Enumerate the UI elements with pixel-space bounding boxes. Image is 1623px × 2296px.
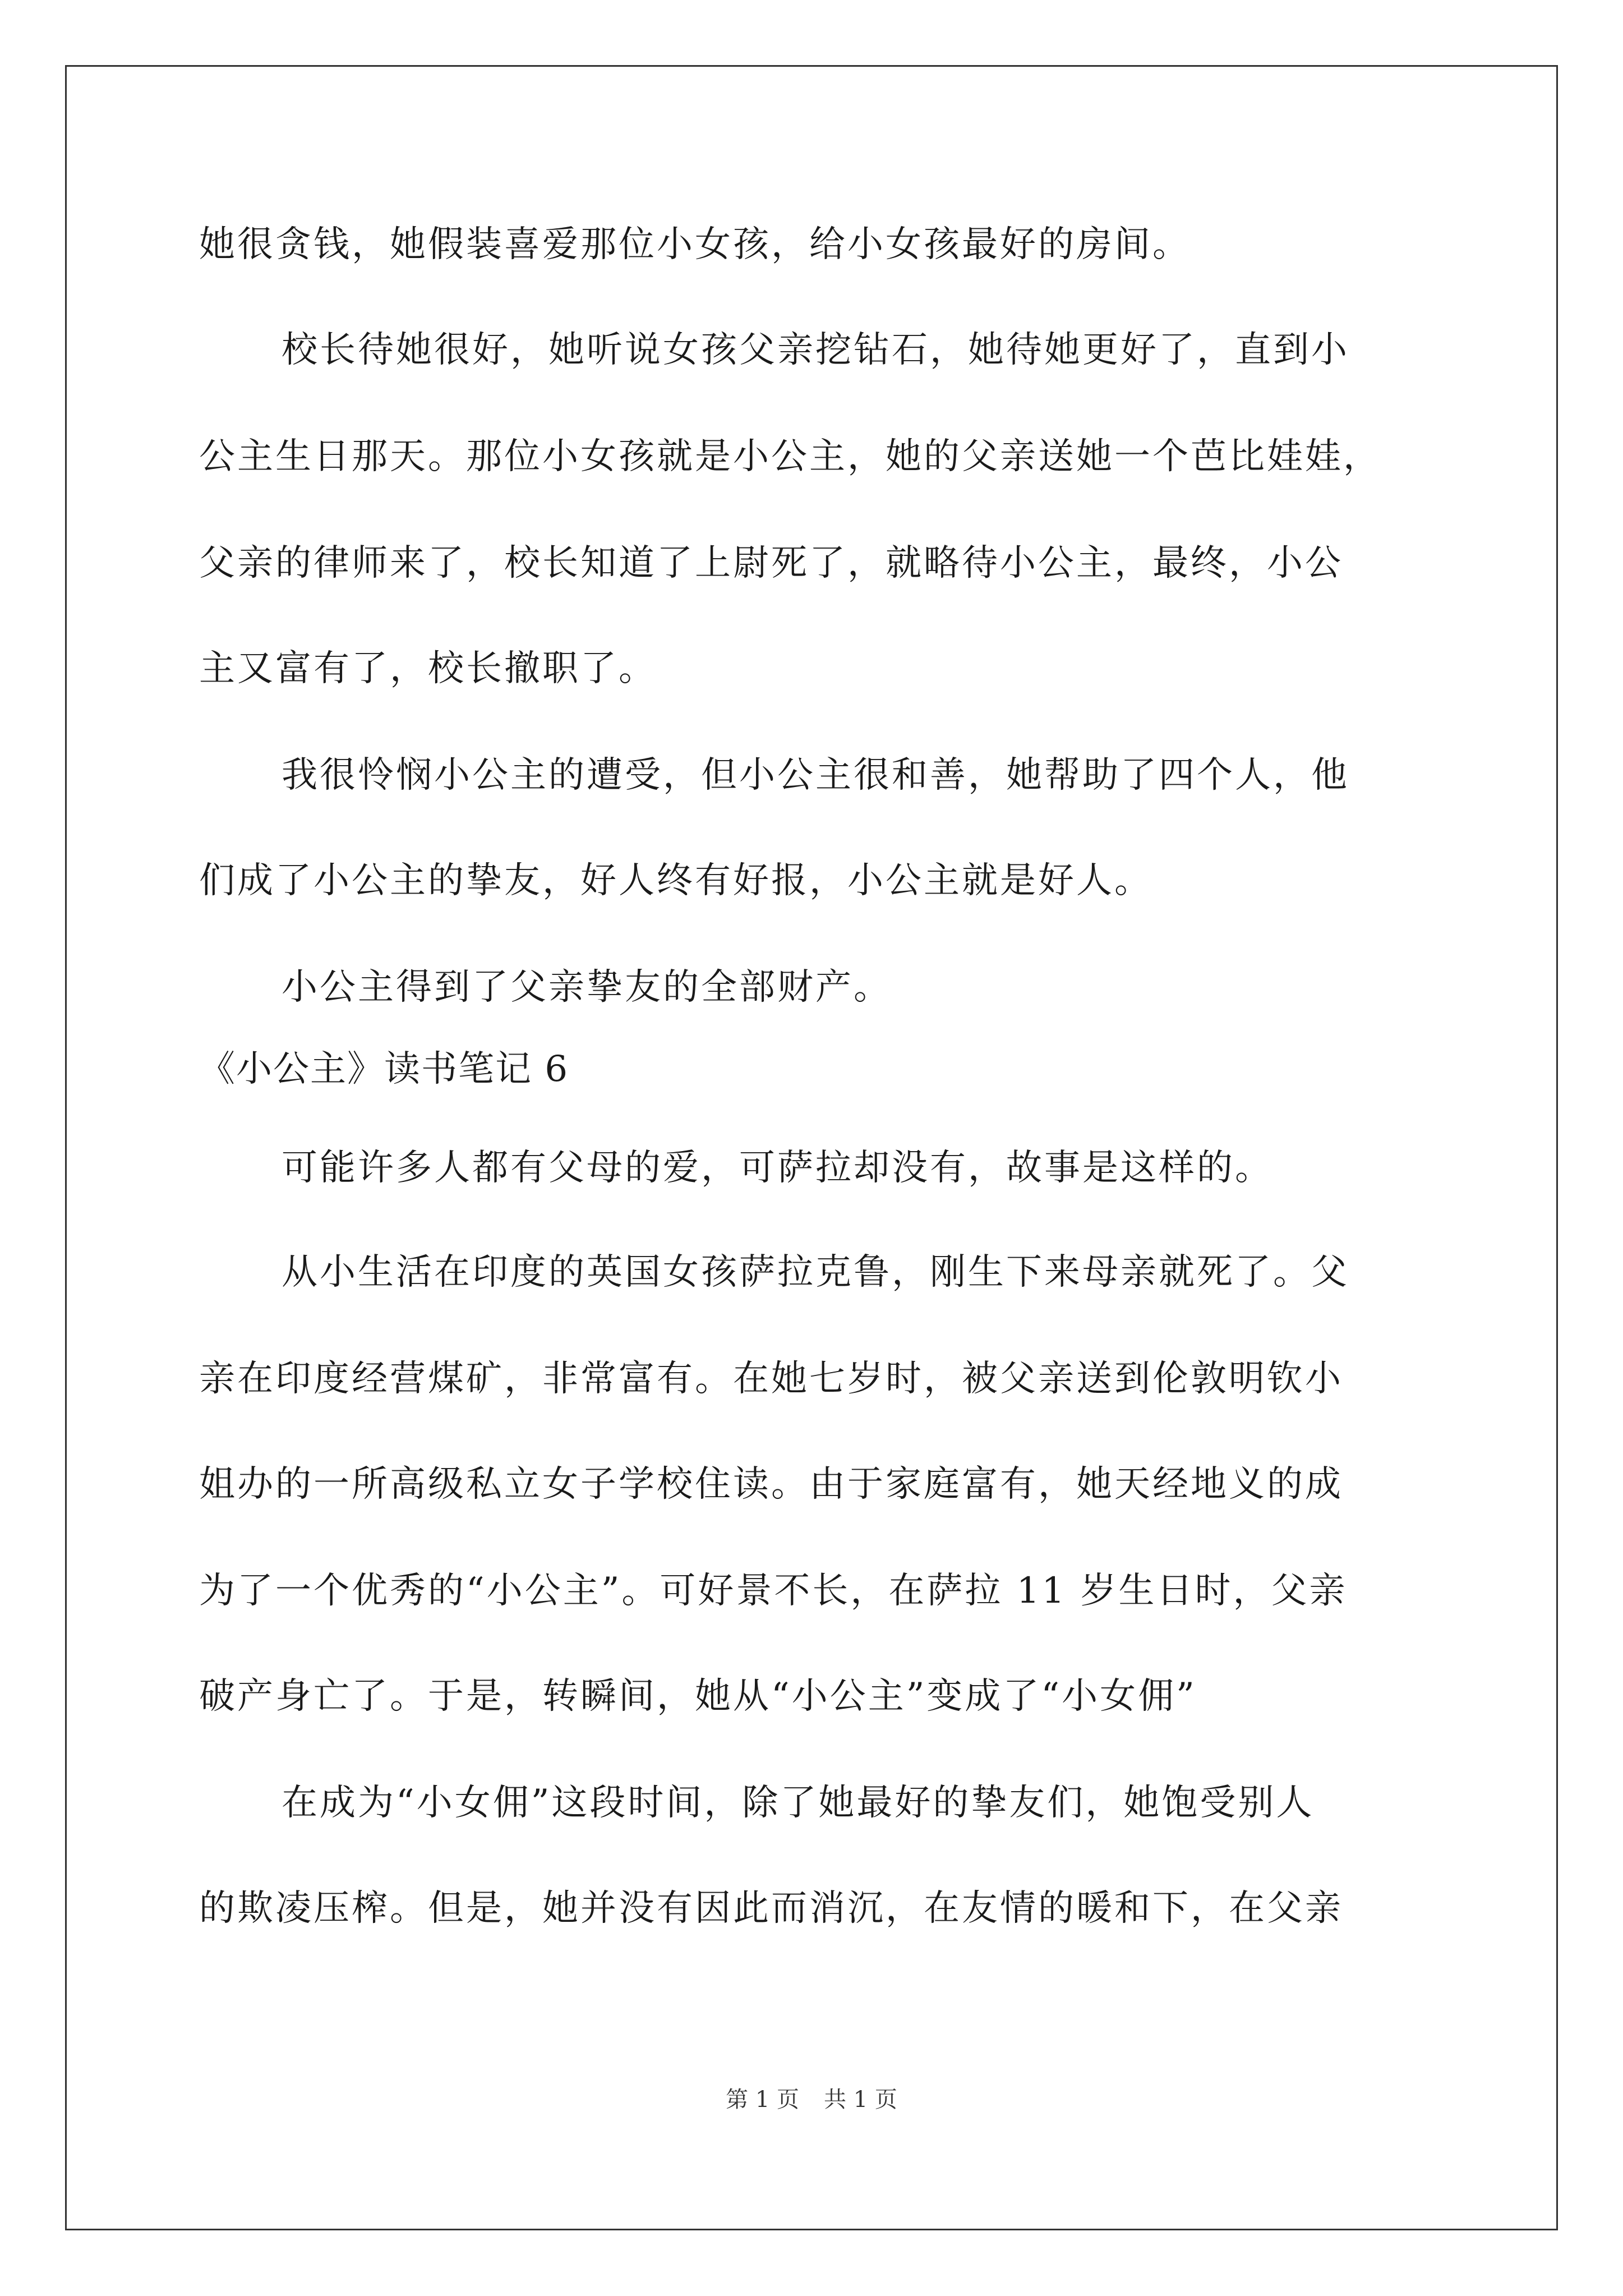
page-number: 第 1 页 (726, 2087, 799, 2113)
text-line: 父亲的律师来了，校长知道了上尉死了，就略待小公主，最终，小公 (199, 542, 1343, 584)
text-line: 她很贪钱，她假装喜爱那位小女孩，给小女孩最好的房间。 (199, 224, 1191, 265)
page-total: 共 1 页 (824, 2087, 897, 2113)
text-line: 的欺凌压榨。但是，她并没有因此而消沉，在友情的暖和下，在父亲 (199, 1888, 1343, 1929)
text-line: 校长待她很好，她听说女孩父亲挖钻石，她待她更好了，直到小 (282, 329, 1349, 371)
text-line: 为了一个优秀的“小公主”。可好景不长，在萨拉 11 岁生日时，父亲 (199, 1570, 1348, 1612)
text-line: 从小生活在印度的英国女孩萨拉克鲁，刚生下来母亲就死了。父 (282, 1251, 1349, 1293)
text-line: 们成了小公主的挚友，好人终有好报，小公主就是好人。 (199, 860, 1152, 901)
text-line: 我很怜悯小公主的遭受，但小公主很和善，她帮助了四个人，他 (282, 754, 1349, 796)
text-line: 公主生日那天。那位小女孩就是小公主，她的父亲送她一个芭比娃娃， (199, 436, 1381, 477)
page-footer (0, 2086, 1623, 2114)
text-line: 姐办的一所高级私立女子学校住读。由于家庭富有，她天经地义的成 (199, 1464, 1343, 1505)
text-line: 主又富有了，校长撤职了。 (199, 648, 657, 689)
text-line: 小公主得到了父亲挚友的全部财产。 (282, 967, 892, 1008)
section-heading: 《小公主》读书笔记 6 (199, 1048, 569, 1090)
text-line: 在成为“小女佣”这段时间，除了她最好的挚友们，她饱受别人 (282, 1782, 1315, 1824)
text-line: 可能许多人都有父母的爱，可萨拉却没有，故事是这样的。 (282, 1147, 1273, 1189)
text-line: 亲在印度经营煤矿，非常富有。在她七岁时，被父亲送到伦敦明钦小 (199, 1358, 1343, 1400)
text-line: 破产身亡了。于是，转瞬间，她从“小公主”变成了“小女佣” (199, 1676, 1197, 1717)
